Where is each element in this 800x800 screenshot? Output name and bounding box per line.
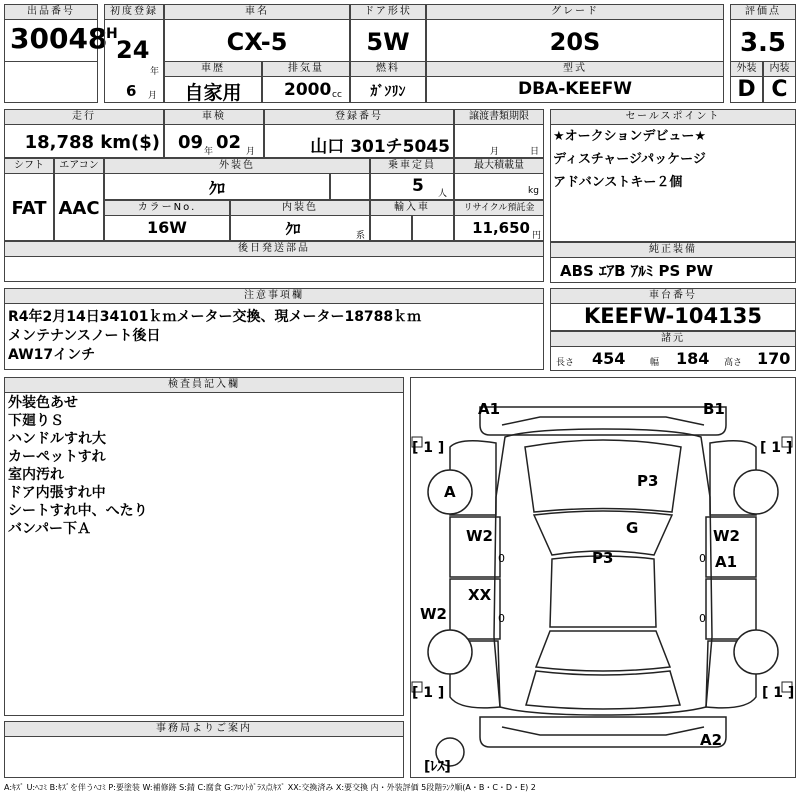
car-name-header: 車名	[164, 4, 350, 20]
sales-points-line: ディスチャージパッケージ	[553, 152, 706, 167]
zero-mark: 0	[498, 612, 505, 625]
first-reg-header: 初度登録	[104, 4, 164, 20]
mark-a1-right: A1	[715, 553, 738, 571]
ext-score-header: 外装	[730, 61, 763, 77]
model-header: 型式	[426, 61, 724, 77]
tailgate	[526, 671, 680, 709]
notes-line: R4年2月14日34101ｋｍメーター交換、現メーター18788ｋｍ	[8, 309, 422, 325]
first-reg-era: H	[106, 26, 118, 42]
score: 3.5	[739, 28, 787, 58]
capacity-unit: 人	[438, 189, 448, 199]
import-header: 輸入車	[370, 200, 454, 216]
exterior-color: ｸﾛ	[208, 179, 225, 198]
mark-w2-right: W2	[713, 527, 740, 545]
notes-header: 注意事項欄	[4, 288, 544, 304]
shift: FAT	[11, 198, 47, 219]
front-bumper-outline	[480, 407, 726, 435]
color-no: 16W	[147, 218, 187, 237]
first-reg-month-unit: 月	[148, 91, 158, 101]
fuel-header: 燃料	[350, 61, 426, 77]
interior-color-unit: 系	[356, 231, 366, 241]
capacity: 5	[412, 176, 424, 196]
color-no-header: カラーNo.	[104, 200, 230, 216]
transfer-month-unit: 月	[490, 147, 500, 157]
model: DBA-KEEFW	[517, 79, 633, 99]
interior-color-header: 内装色	[230, 200, 370, 216]
height-label: 高さ	[724, 358, 743, 368]
aircon: AAC	[58, 198, 100, 219]
width-label: 幅	[650, 358, 660, 368]
office-cell	[4, 736, 404, 778]
car-damage-diagram	[410, 377, 796, 778]
shift-header: シフト	[4, 158, 54, 174]
sales-points-line: アドバンストキー２個	[553, 175, 683, 190]
inspection-month: 02	[216, 132, 242, 153]
equipment-header: 純正装備	[550, 242, 796, 258]
tire-front-left: [ 1 ]	[412, 440, 445, 456]
int-score-header: 内装	[763, 61, 796, 77]
mark-w2-lower: W2	[420, 605, 447, 623]
equipment: ABS ｴｱB ｱﾙﾐ PS PW	[560, 262, 714, 280]
mark-p3-hood: P3	[637, 472, 659, 490]
tire-rear-right: [ 1 ]	[762, 685, 795, 701]
inspector-line: 下廻りＳ	[8, 413, 64, 429]
fuel: ｶﾞｿﾘﾝ	[370, 84, 406, 100]
zero-mark: 0	[699, 612, 706, 625]
lot-header: 出品番号	[4, 4, 98, 20]
mark-b1: B1	[703, 400, 725, 418]
capacity-header: 乗車定員	[370, 158, 454, 174]
grade: 20S	[549, 28, 601, 56]
office-header: 事務局よりご案内	[4, 721, 404, 737]
import-cell-b	[412, 215, 454, 241]
score-header: 評価点	[730, 4, 796, 20]
recycle-unit: 円	[532, 231, 542, 241]
right-rear-door	[706, 579, 756, 639]
max-load-header: 最大積載量	[454, 158, 544, 174]
sales-points-line: ★オークションデビュー★	[553, 129, 707, 144]
width-value: 184	[676, 349, 710, 368]
transfer-day-unit: 日	[530, 147, 540, 157]
notes-line: AW17インチ	[8, 347, 96, 363]
aircon-header: エアコン	[54, 158, 104, 174]
registration-header: 登録番号	[264, 109, 454, 125]
inspector-line: 室内汚れ	[8, 467, 64, 483]
history-header: 車歴	[164, 61, 262, 77]
car-name: CX-5	[226, 28, 288, 56]
mark-a1: A1	[478, 400, 501, 418]
mark-a2: A2	[700, 731, 723, 749]
recycle-header: リサイクル預託金	[454, 200, 544, 216]
exterior-color-extra	[330, 173, 370, 200]
first-reg-year-unit: 年	[150, 67, 160, 77]
legend: A:ｷｽﾞ U:ﾍｺﾐ B:ｷｽﾞを伴うﾍｺﾐ P:要塗装 W:補修跡 S:錆 C:腐食 G:ﾌﾛﾝﾄｶﾞﾗｽ点ｷｽﾞ XX:交換済み X:要交換 内・外装評価 5段階ﾗﾝｸ順(A・B・C・D・E) 2	[4, 783, 536, 792]
front-right-wheel	[734, 470, 778, 514]
inspector-line: カーペットすれ	[8, 449, 106, 465]
mark-w2-left: W2	[466, 527, 493, 545]
inspection-year: 09	[178, 132, 204, 153]
inspection-month-unit: 月	[246, 147, 256, 157]
transfer-header: 譲渡書類期限	[454, 109, 544, 125]
rear-window	[536, 631, 670, 671]
tire-front-right: [ 1 ]	[760, 440, 793, 456]
grade-header: グレード	[426, 4, 724, 20]
spare-label: [ﾚｽ]	[424, 759, 451, 775]
inspector-line: 外装色あせ	[8, 395, 78, 411]
notes-line: メンテナンスノート後日	[8, 328, 161, 344]
registration: 山口 301チ5045	[310, 137, 450, 157]
length-value: 454	[592, 349, 626, 368]
mark-a-wheel: A	[444, 483, 456, 501]
mark-g: G	[626, 519, 639, 537]
mark-xx: XX	[468, 586, 492, 604]
inspector-line: ハンドルすれ大	[8, 431, 106, 447]
doors: 5W	[366, 28, 410, 56]
rear-bumper-outline	[480, 717, 726, 747]
zero-mark: 0	[498, 552, 505, 565]
lot-blank	[4, 61, 98, 103]
mark-p3-roof: P3	[592, 549, 614, 567]
mileage-header: 走行	[4, 109, 164, 125]
later-parts-cell	[4, 256, 544, 282]
history: 自家用	[184, 82, 242, 104]
inspection-header: 車検	[164, 109, 264, 125]
rear-left-wheel	[428, 630, 472, 674]
int-score: C	[771, 77, 788, 102]
zero-mark: 0	[699, 552, 706, 565]
inspector-header: 検査員記入欄	[4, 377, 404, 393]
max-load-unit: kg	[528, 186, 539, 196]
inspector-line: バンパー下Ａ	[8, 521, 92, 537]
rear-right-wheel	[734, 630, 778, 674]
displacement-header: 排気量	[262, 61, 350, 77]
displacement-unit: cc	[332, 90, 342, 100]
import-cell-a	[370, 215, 412, 241]
later-parts-header: 後日発送部品	[4, 241, 544, 257]
specs-header: 諸元	[550, 331, 796, 347]
chassis-header: 車台番号	[550, 288, 796, 304]
ext-score: D	[737, 77, 756, 102]
left-front-door	[450, 517, 500, 577]
front-bumper-inner	[502, 417, 704, 425]
inspector-line: シートすれ中、へたり	[8, 503, 148, 519]
exterior-color-header: 外装色	[104, 158, 370, 174]
first-reg-month: 6	[126, 82, 137, 100]
mileage: 18,788 km($)	[24, 132, 160, 153]
tire-rear-left: [ 1 ]	[412, 685, 445, 701]
recycle: 11,650	[472, 219, 530, 237]
inspector-line: ドア内張すれ中	[8, 485, 106, 501]
inspection-year-unit: 年	[204, 147, 214, 157]
first-reg-year: 24	[116, 36, 150, 64]
rear-bumper-inner	[502, 727, 704, 735]
displacement: 2000	[284, 80, 332, 100]
height-value: 170	[757, 349, 791, 368]
doors-header: ドア形状	[350, 4, 426, 20]
chassis-number: KEEFW-104135	[584, 304, 762, 328]
lot-number: 30048	[10, 22, 108, 55]
interior-color: ｸﾛ	[285, 220, 301, 238]
sales-points-header: セールスポイント	[550, 109, 796, 125]
length-label: 長さ	[556, 358, 575, 368]
body-outline	[494, 429, 712, 715]
